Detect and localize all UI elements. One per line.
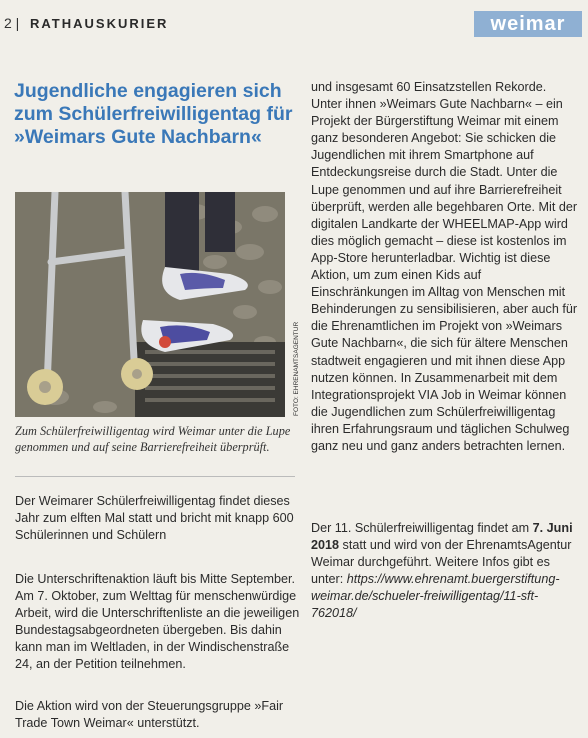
article-photo: [15, 192, 285, 417]
event-date: 7. Juni 2018: [311, 521, 573, 553]
left-paragraph-3: Die Aktion wird von der Steuerungsgruppe »Fair Trade Town Weimar« unterstützt.: [15, 699, 284, 731]
left-paragraph-2: Die Unterschriftenaktion läuft bis Mitte September. Am 7. Oktober, zum Welttag für menschenwürdige Arbeit, wird die Unterschriftenliste an die jeweiligen Bundestagsabgeordneten übergeben. Bis dahin kann man im Weltladen, in der Windischenstraße 24, an der Petition teilnehmen.: [15, 572, 300, 672]
section-title: RATHAUSKURIER: [30, 16, 169, 31]
right-paragraph-1: und insgesamt 60 Einsatzstellen Rekorde. Unter ihnen »Weimars Gute Nachbarn« – ein Projekt der Bürgerstiftung Weimar mit einem ganz besonderen Angebot: Sie schicken die Jugendlichen mit ihrem Smartphone auf Entdeckungsreise durch die Stadt. Unter die Lupe genommen und auf ihre Barrierefreiheit überprüft, werden alle begehbaren Orte. Mit der digitalen Landkarte der WHEELMAP-App wird dies möglich gemacht – diese ist kostenlos im App-Store herunterladbar. Wichtig ist diese Aktion, um zum einen Kids auf Einschränkungen im Alltag von Menschen mit Behinderungen zu sensibilisieren, aber auch für die Ehrenamtlichen im Projekt von »Weimars Gute Nachbarn«, die sich für ältere Menschen stadtweit engagieren und mit ihnen diese App nutzen können. In Zusammenarbeit mit dem Integrationsprojekt VIA Job in Weimar können die Jugendlichen zum Schülerfreiwilligentag ihren Erfahrungsraum und täglichen Schulweg ganz neu und ganz anders betrachten lernen.: [311, 80, 578, 453]
photo-caption: Zum Schülerfreiwilligentag wird Weimar unter die Lupe genommen und auf seine Barrierefreiheit überprüft.: [15, 424, 291, 454]
caption-divider: [15, 476, 295, 477]
photo-credit: FOTO: EHRENAMTSAGENTUR: [293, 321, 300, 416]
page-marker: 2 |: [4, 15, 20, 31]
left-paragraph-1: Der Weimarer Schülerfreiwilligentag findet dieses Jahr zum elften Mal statt und bricht mit knapp 600 Schülerinnen und Schülern: [15, 494, 294, 543]
article-headline: Jugendliche engagieren sich zum Schülerfreiwilligentag für »Weimars Gute Nachbarn«: [14, 80, 293, 148]
info-url-link[interactable]: https://www.ehrenamt.​buergerstiftung-weimar.de/schueler-freiwilligentag/11-sft-762018/: [311, 572, 560, 621]
event-intro: Der 11. Schülerfreiwilligentag findet am: [311, 521, 530, 535]
right-paragraph-2: [311, 520, 579, 623]
page-header: [0, 0, 588, 52]
event-details: statt und wird von der EhrenamtsAgentur Weimar durchgeführt. Weitere Infos gibt es unter:: [311, 538, 572, 587]
weimar-badge: weimar: [474, 11, 582, 37]
